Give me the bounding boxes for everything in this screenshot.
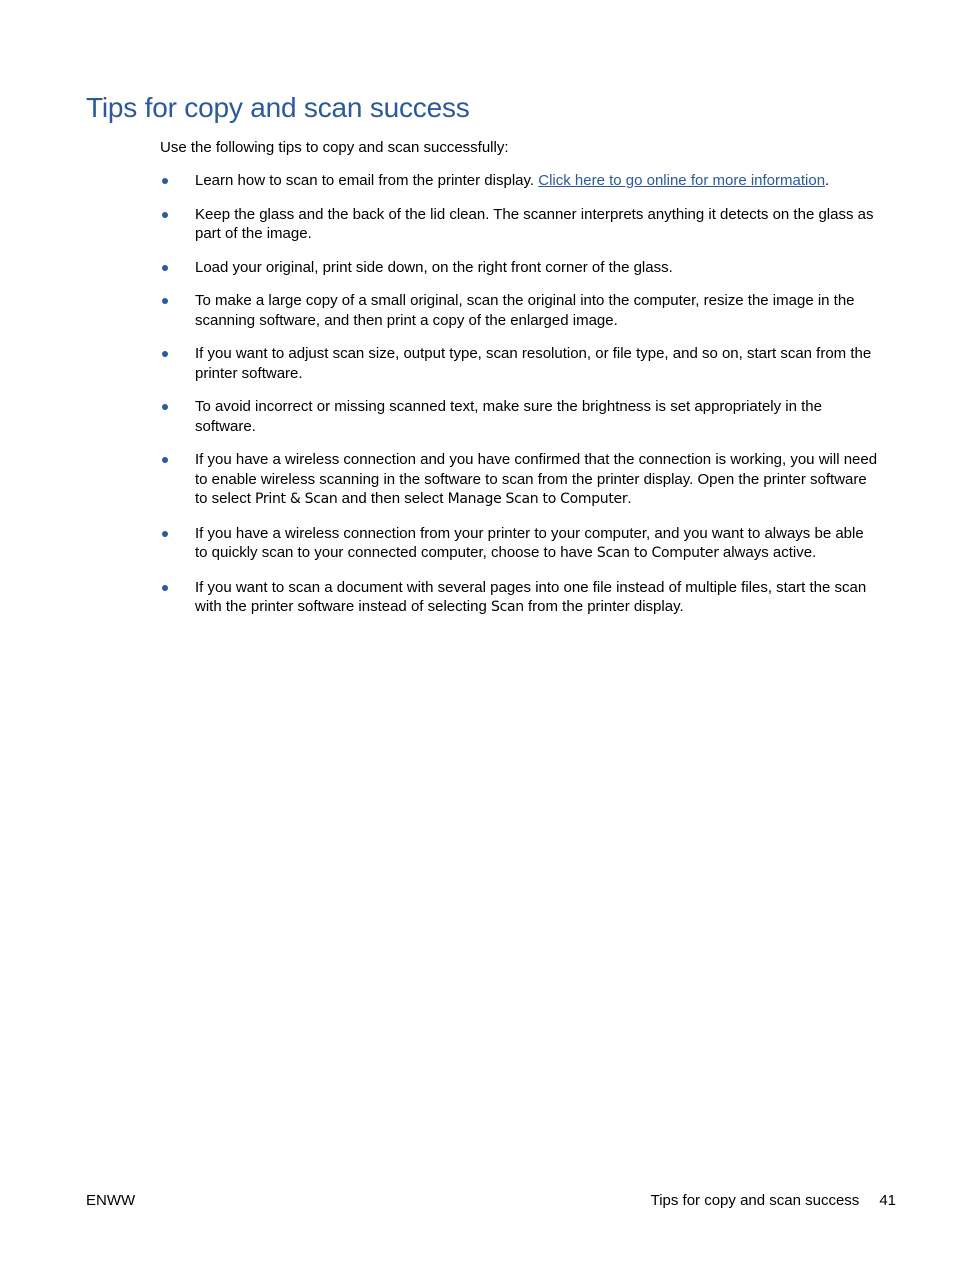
- list-item: [160, 291, 880, 330]
- page-number: 41: [879, 1192, 896, 1209]
- list-item: [160, 397, 880, 436]
- bullet-icon: [162, 585, 168, 591]
- bullet-icon: [162, 265, 168, 271]
- bullet-icon: [162, 351, 168, 357]
- tip-text: To make a large copy of a small original, scan the original into the computer, resize the image in the scanning software, and then print a copy of the enlarged image.: [195, 292, 855, 329]
- ui-term-scan: Scan: [491, 599, 524, 615]
- intro-text: Use the following tips to copy and scan successfully:: [160, 139, 509, 156]
- more-info-link[interactable]: Click here to go online for more information: [538, 172, 826, 189]
- bullet-icon: [162, 298, 168, 304]
- tips-list: [160, 171, 880, 632]
- tip-text: To avoid incorrect or missing scanned text, make sure the brightness is set appropriately in the software.: [195, 398, 822, 435]
- footer-label: ENWW: [86, 1192, 136, 1209]
- bullet-icon: [162, 404, 168, 410]
- bullet-icon: [162, 212, 168, 218]
- list-item: [160, 171, 880, 191]
- tip-text: from the printer display.: [523, 598, 684, 615]
- tip-text: .: [627, 490, 632, 507]
- tip-text: If you have a wireless connection from your printer to your computer, and you want to always be able to quickly scan to your connected computer, choose to have: [195, 524, 864, 561]
- page-title: Tips for copy and scan success: [86, 92, 470, 123]
- tip-text: If you have a wireless connection and you have confirmed that the connection is working, you will need to enable wireless scanning in the software to scan from the printer display. Open the printer software to select: [195, 451, 878, 507]
- bullet-icon: [162, 531, 168, 537]
- list-item: [160, 205, 880, 244]
- ui-term-print-scan: Print & Scan: [255, 491, 338, 507]
- tip-text: If you want to scan a document with several pages into one file instead of multiple files, start the scan with the printer software instead of selecting: [195, 578, 867, 615]
- tip-text: Load your original, print side down, on the right front corner of the glass.: [195, 258, 673, 276]
- bullet-icon: [162, 178, 168, 184]
- tip-text: If you want to adjust scan size, output type, scan resolution, or file type, and so on, start scan from the printer software.: [195, 345, 872, 382]
- list-item: [160, 524, 880, 564]
- tip-text: and then select: [337, 490, 448, 507]
- list-item: [160, 344, 880, 383]
- ui-term-scan-to-computer: Scan to Computer: [596, 545, 719, 561]
- list-item: [160, 450, 880, 510]
- footer-right: [651, 1191, 896, 1211]
- tip-text: Keep the glass and the back of the lid clean. The scanner interprets anything it detects on the glass as part of the image.: [195, 205, 874, 242]
- bullet-icon: [162, 457, 168, 463]
- list-item: [160, 258, 880, 278]
- tip-text: Learn how to scan to email from the printer display.: [195, 172, 539, 189]
- footer-section-title: Tips for copy and scan success: [650, 1192, 860, 1209]
- tip-text: .: [825, 172, 830, 189]
- ui-term-manage-scan: Manage Scan to Computer: [447, 491, 628, 507]
- list-item: [160, 578, 880, 618]
- tip-text: always active.: [718, 544, 817, 561]
